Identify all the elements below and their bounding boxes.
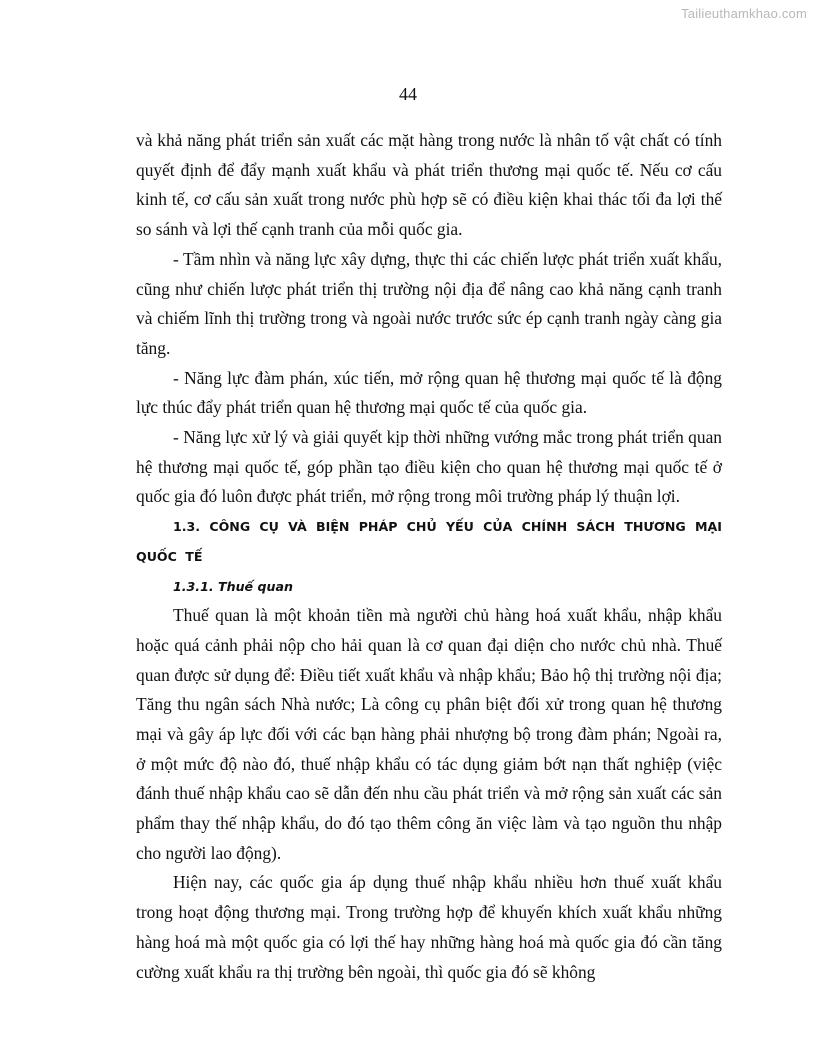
subsection-heading: 1.3.1. Thuế quan [173,579,293,595]
paragraph-vision-strategy: - Tầm nhìn và năng lực xây dựng, thực thi các chiến lược phát triển xuất khẩu, cũng như chiến lược phát triển thị trường nội địa để nâng cao khả năng cạnh tranh và chiếm lĩnh thị trường trong và ngoài nước trước sức ép cạnh tranh ngày càng gia tăng. [136,248,722,358]
document-body [136,126,722,987]
section-heading: 1.3. CÔNG CỤ VÀ BIỆN PHÁP CHỦ YẾU CỦA CHÍNH SÁCH THƯƠNG MẠI QUỐC TẾ [136,519,722,565]
page-number: 44 [399,84,417,104]
paragraph-negotiation: - Năng lực đàm phán, xúc tiến, mở rộng quan hệ thương mại quốc tế là động lực thúc đẩy phát triển quan hệ thương mại quốc tế của quốc gia. [136,367,722,418]
watermark: Tailieuthamkhao.com [681,6,807,21]
paragraph-tariff-definition: Thuế quan là một khoản tiền mà người chủ hàng hoá xuất khẩu, nhập khẩu hoặc quá cảnh phải nộp cho hải quan là cơ quan đại diện cho nước chủ nhà. Thuế quan được sử dụng để: Điều tiết xuất khẩu và nhập khẩu; Bảo hộ thị trường nội địa; Tăng thu ngân sách Nhà nước; Là công cụ phân biệt đối xử trong quan hệ thương mại và gây áp lực đối với các bạn hàng phải nhượng bộ trong đàm phán; Ngoài ra, ở một mức độ nào đó, thuế nhập khẩu có tác dụng giảm bớt nạn thất nghiệp (việc đánh thuế nhập khẩu cao sẽ dẫn đến nhu cầu phát triển và mở rộng sản xuất các sản phẩm thay thế nhập khẩu, do đó tạo thêm công ăn việc làm và tạo nguồn thu nhập cho người lao động). [136,605,722,863]
paragraph-problem-solving: - Năng lực xử lý và giải quyết kịp thời những vướng mắc trong phát triển quan hệ thương mại quốc tế, góp phần tạo điều kiện cho quan hệ thương mại quốc tế ở quốc gia đó luôn được phát triển, mở rộng trong môi trường pháp lý thuận lợi. [136,427,722,507]
paragraph-tariff-current: Hiện nay, các quốc gia áp dụng thuế nhập khẩu nhiều hơn thuế xuất khẩu trong hoạt động thương mại. Trong trường hợp để khuyến khích xuất khẩu những hàng hoá mà một quốc gia có lợi thế hay những hàng hoá mà quốc gia đó cần tăng cường xuất khẩu ra thị trường bên ngoài, thì quốc gia đó sẽ không [136,872,722,982]
paragraph-continuation: và khả năng phát triển sản xuất các mặt hàng trong nước là nhân tố vật chất có tính quyết định để đẩy mạnh xuất khẩu và phát triển thương mại quốc tế. Nếu cơ cấu kinh tế, cơ cấu sản xuất trong nước phù hợp sẽ có điều kiện khai thác tối đa lợi thế so sánh và lợi thế cạnh tranh của mỗi quốc gia. [136,130,722,240]
